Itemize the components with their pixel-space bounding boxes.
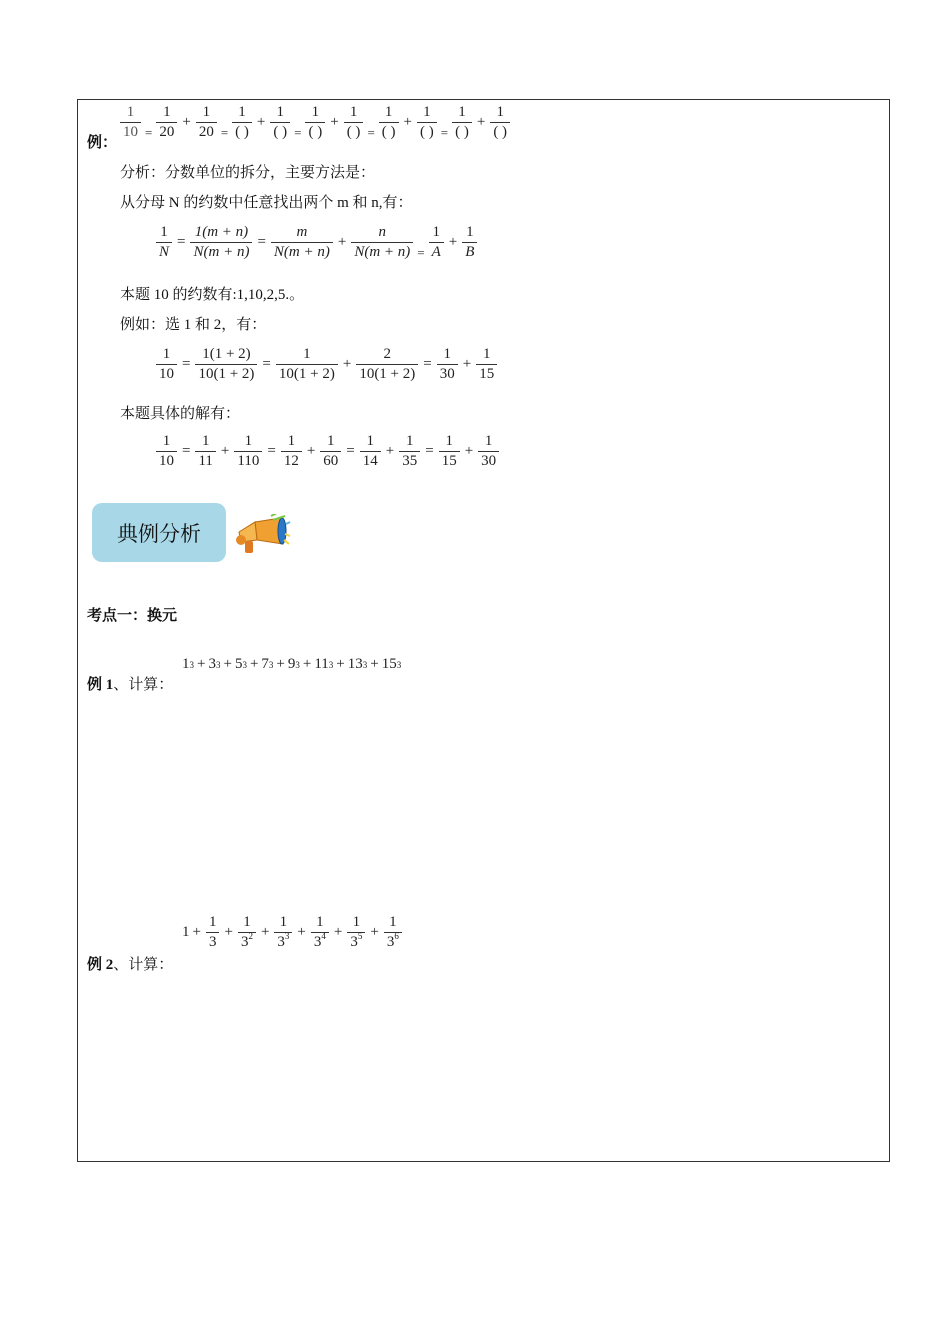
megaphone-icon: [233, 514, 291, 558]
analysis-line-2: 从分母 N 的约数中任意找出两个 m 和 n,有：: [120, 195, 413, 211]
example-1-expression: 1 3 + 3 3 + 5 3 + 7 3 + 9 3 + 11 3 + 13 3 + 15 3: [182, 656, 402, 672]
intro-equation: $\frac{1}{10}$ = $\frac{1}{20}$ + $\frac{1}{20}$ = $\frac{1}{( )}$ + $\frac{1}{( )}$ = $\frac{1}{( )}$ + $\frac{1}{( )}$ = $\frac{1}{( )}$ + $\frac{1}{( )}$ = $\frac{1}{( )}$ + $\frac{1}{( )}$: [118, 104, 512, 141]
example-2-label: 例 2、计算：: [87, 957, 174, 973]
general-formula: $\frac{1}{N}$ = $\frac{1(m + n)}{N(m + n)}$ = $\frac{m}{N(m + n)}$ + $\frac{n}{N(m + n)}$ = $\frac{1}{A}$ + $\frac{1}{B}$: [154, 224, 479, 261]
analysis-line-3: 本题 10 的约数有:1,10,2,5.。: [120, 287, 305, 303]
example-label: 例：: [87, 135, 118, 151]
topic-heading: 考点一：换元: [87, 608, 178, 624]
example-2-expression: 1 + $\frac{1}{3}$ + $\frac{1}{3^2}$ + $\frac{1}{3^3}$ + $\frac{1}{3^4}$ + $\frac{1}{3^5}$ + $\frac{1}{3^6}$: [182, 914, 404, 951]
solutions-formula: $\frac{1}{10}$ = $\frac{1}{11}$ + $\frac{1}{110}$ = $\frac{1}{12}$ + $\frac{1}{60}$ = $\frac{1}{14}$ + $\frac{1}{35}$ = $\frac{1}{15}$ + $\frac{1}{30}$: [154, 433, 501, 470]
analysis-line-1: 分析：分数单位的拆分，主要方法是：: [120, 165, 376, 181]
example-1-label: 例 1、计算：: [87, 677, 174, 693]
section-badge: 典例分析: [92, 503, 226, 562]
analysis-line-4: 例如：选 1 和 2，有：: [120, 317, 267, 333]
analysis-line-5: 本题具体的解有：: [120, 406, 241, 422]
example-formula: $\frac{1}{10}$ = $\frac{1(1 + 2)}{10(1 + 2)}$ = $\frac{1}{10(1 + 2)}$ + $\frac{2}{10(1 + 2)}$ = $\frac{1}{30}$ + $\frac{1}{15}$: [154, 346, 499, 383]
intro-lhs-fraction: $\frac{1}{10}$: [120, 104, 141, 141]
